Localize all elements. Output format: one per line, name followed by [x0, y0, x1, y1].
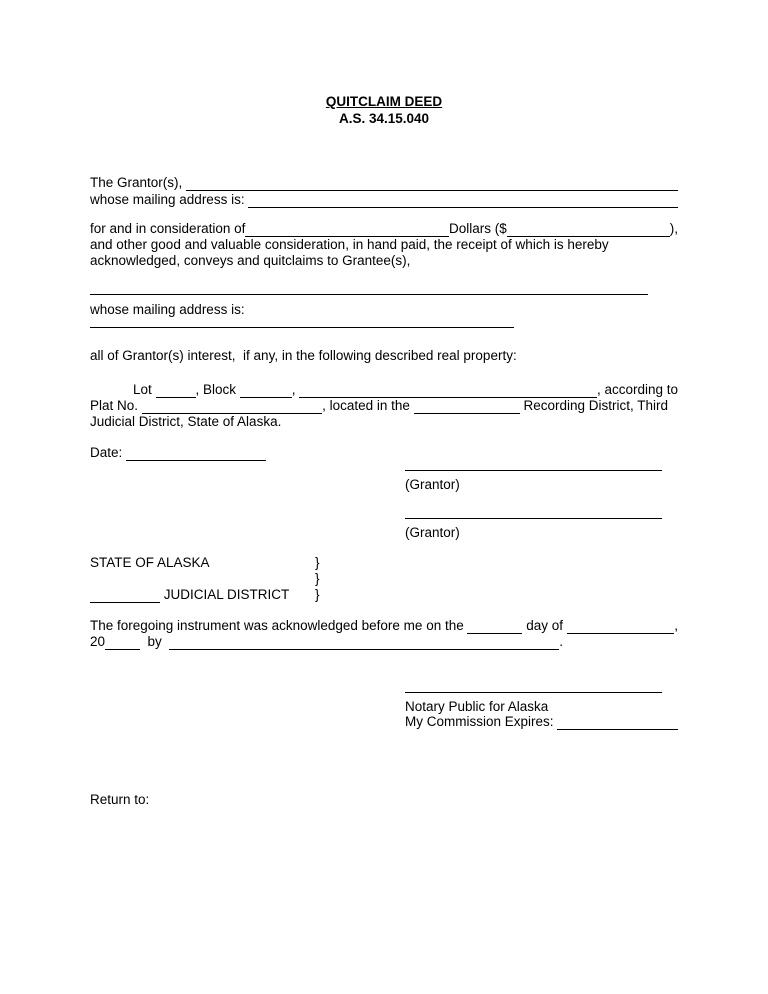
by-label: by [140, 634, 170, 649]
ack-comma: , [674, 618, 678, 633]
consideration-text-3: acknowledged, conveys and quitclaims to Grantee(s), [90, 253, 411, 268]
date-field[interactable] [126, 444, 266, 461]
consideration-text-2: and other good and valuable consideration, in hand paid, the receipt of which is hereby [90, 237, 609, 252]
located-label: , located in the [322, 398, 414, 413]
statute-text: A.S. 34.15.040 [338, 111, 430, 126]
according-label: , according to [596, 382, 678, 397]
legal-description-line-3 [90, 413, 678, 430]
grantor-signature-caption-1 [405, 476, 662, 493]
bracket-3: } [315, 587, 320, 602]
legal-comma: , [291, 382, 300, 397]
state-line [90, 554, 390, 571]
subdivision-field[interactable] [299, 381, 597, 398]
commission-line [405, 713, 678, 730]
block-field[interactable] [240, 381, 292, 398]
ack-period: . [559, 634, 563, 649]
grantor-signature-line-2[interactable] [405, 503, 662, 519]
title-text: QUITCLAIM DEED [325, 94, 443, 109]
grantor-mailing-address-field[interactable] [248, 191, 678, 208]
grantor-names-field[interactable] [186, 174, 678, 191]
acknowledgment-lead: The foregoing instrument was acknowledged before me on the [90, 618, 468, 633]
return-to-line [90, 791, 390, 808]
grantor-caption-text-1: (Grantor) [405, 477, 460, 492]
acknowledgment-line-1 [90, 617, 678, 634]
date-label: Date: [90, 445, 127, 460]
grantee-names-field[interactable] [90, 279, 648, 295]
document-title [0, 93, 768, 110]
interest-clause-text: all of Grantor(s) interest, if any, in the following described real property: [90, 348, 517, 363]
judicial-district-text: Judicial District, State of Alaska. [90, 414, 282, 429]
consideration-line-3 [90, 252, 678, 269]
legal-description-line-2 [90, 397, 668, 414]
notary-title-text: Notary Public for Alaska [405, 699, 549, 714]
close-paren: ), [669, 221, 678, 236]
lot-field[interactable] [156, 381, 196, 398]
block-label: , Block [195, 382, 240, 397]
commission-label: My Commission Expires: [405, 714, 558, 729]
grantor-intro-line [90, 174, 678, 191]
amount-words-field[interactable] [245, 220, 449, 237]
bracket-1: } [315, 555, 320, 570]
grantee-mailing-label: whose mailing address is: [90, 302, 245, 317]
plat-label: Plat No. [90, 398, 142, 413]
ack-month-field[interactable] [567, 617, 674, 634]
grantor-signature-line-1[interactable] [405, 455, 662, 471]
legal-description-line-1 [90, 381, 678, 398]
grantor-signature-caption-2 [405, 524, 662, 541]
return-to-label: Return to: [90, 792, 150, 807]
grantee-mailing-address-field[interactable] [90, 312, 514, 328]
year-prefix: 20 [90, 634, 106, 649]
recording-label: Recording District, Third [519, 398, 668, 413]
commission-expiry-field[interactable] [557, 713, 678, 730]
amount-numeric-field[interactable] [507, 220, 670, 237]
consideration-lead: for and in consideration of [90, 221, 246, 236]
grantor-intro-label: The Grantor(s), [90, 175, 187, 190]
consideration-line-1 [90, 220, 678, 237]
ack-day-field[interactable] [467, 617, 522, 634]
judicial-district-line [90, 586, 390, 603]
acknowledgment-line-2 [90, 633, 563, 650]
lot-label: Lot [133, 382, 156, 397]
judicial-district-field[interactable] [90, 586, 160, 603]
interest-clause-line [90, 347, 678, 364]
state-label: STATE OF ALASKA [90, 555, 210, 570]
bracket-2: } [315, 571, 320, 586]
statute-reference [0, 110, 768, 127]
plat-no-field[interactable] [142, 397, 322, 414]
recording-district-field[interactable] [414, 397, 520, 414]
ack-person-field[interactable] [169, 633, 559, 650]
ack-year-field[interactable] [105, 633, 140, 650]
judicial-district-label: JUDICIAL DISTRICT [160, 587, 290, 602]
bracket-line [90, 570, 390, 587]
grantor-mailing-label: whose mailing address is: [90, 192, 249, 207]
consideration-line-2 [90, 236, 678, 253]
dollars-label: Dollars ($ [449, 221, 507, 236]
notary-signature-line[interactable] [405, 677, 662, 693]
day-of-label: day of [522, 618, 567, 633]
grantor-mailing-line [90, 191, 678, 208]
grantor-caption-text-2: (Grantor) [405, 525, 460, 540]
